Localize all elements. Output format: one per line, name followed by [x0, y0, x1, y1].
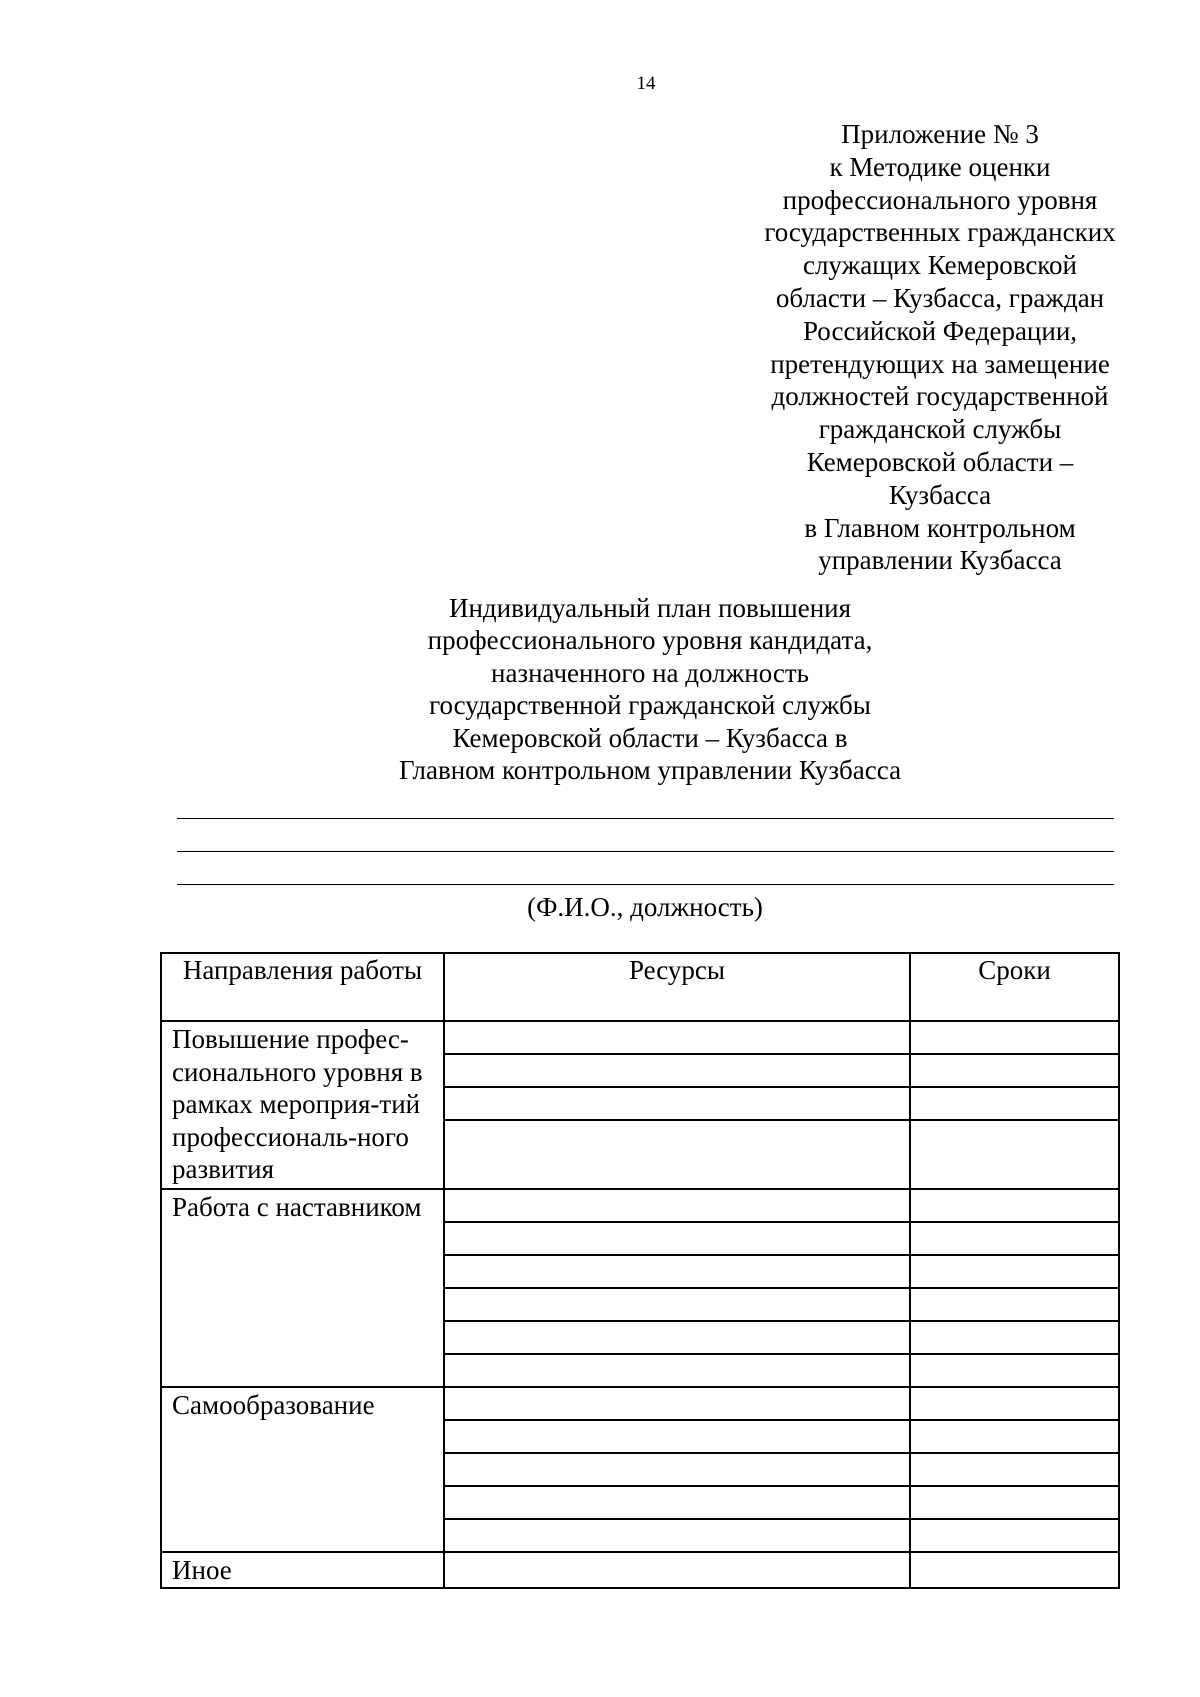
- deadline-cell[interactable]: [910, 1354, 1119, 1387]
- table-row: [161, 1189, 1119, 1222]
- appendix-line: Кемеровской области –: [806, 446, 1074, 477]
- fill-in-line[interactable]: [177, 818, 1114, 819]
- fill-in-line[interactable]: [177, 851, 1114, 852]
- resources-cell[interactable]: [444, 1453, 910, 1486]
- appendix-line: Кузбасса: [888, 479, 992, 510]
- deadline-cell[interactable]: [910, 1453, 1119, 1486]
- deadline-cell[interactable]: [910, 1054, 1119, 1087]
- plan-title-line: государственной гражданской службы: [429, 690, 871, 721]
- direction-cell-mentor: Работа с наставником: [161, 1189, 444, 1387]
- appendix-line: гражданской службы: [818, 414, 1062, 445]
- plan-title: [340, 592, 960, 786]
- appendix-line: управлении Кузбасса: [818, 545, 1062, 576]
- table-header-row: [161, 953, 1119, 1021]
- appendix-line: государственных гражданских: [764, 217, 1116, 248]
- deadline-cell[interactable]: [910, 1189, 1119, 1222]
- plan-title-line: Индивидуальный план повышения: [448, 593, 852, 623]
- deadline-cell[interactable]: [910, 1222, 1119, 1255]
- resources-cell[interactable]: [444, 1519, 910, 1552]
- fio-caption: (Ф.И.О., должность): [527, 892, 763, 922]
- appendix-line: профессионального уровня: [782, 184, 1098, 215]
- resources-cell[interactable]: [444, 1120, 910, 1189]
- resources-cell[interactable]: [444, 1321, 910, 1354]
- deadline-cell[interactable]: [910, 1021, 1119, 1054]
- resources-cell[interactable]: [444, 1387, 910, 1420]
- plan-title-line: профессионального уровня кандидата,: [427, 625, 873, 656]
- fill-in-line[interactable]: [177, 884, 1114, 885]
- deadline-cell[interactable]: [910, 1120, 1119, 1189]
- deadline-cell[interactable]: [910, 1387, 1119, 1420]
- deadline-cell[interactable]: [910, 1321, 1119, 1354]
- table-row: [161, 1552, 1119, 1588]
- direction-cell-professional-development: Повышение профес-сионального уровня в рамках мероприя-тий профессиональ-ного развития: [161, 1021, 444, 1189]
- column-header-deadlines: Сроки: [910, 953, 1119, 1021]
- resources-cell[interactable]: [444, 1486, 910, 1519]
- deadline-cell[interactable]: [910, 1552, 1119, 1588]
- plan-title-line: назначенного на должность: [491, 657, 809, 688]
- appendix-line: Приложение № 3: [841, 119, 1039, 149]
- resources-cell[interactable]: [444, 1189, 910, 1222]
- appendix-heading: [740, 118, 1140, 577]
- deadline-cell[interactable]: [910, 1486, 1119, 1519]
- appendix-line: служащих Кемеровской: [802, 250, 1078, 281]
- resources-cell[interactable]: [444, 1021, 910, 1054]
- column-header-direction: Направления работы: [161, 953, 444, 1021]
- plan-table: [160, 952, 1120, 1589]
- direction-cell-self-education: Самообразование: [161, 1387, 444, 1552]
- deadline-cell[interactable]: [910, 1288, 1119, 1321]
- resources-cell[interactable]: [444, 1087, 910, 1120]
- table-row: [161, 1021, 1119, 1054]
- appendix-line: Российской Федерации,: [802, 315, 1078, 346]
- resources-cell[interactable]: [444, 1054, 910, 1087]
- deadline-cell[interactable]: [910, 1420, 1119, 1453]
- plan-title-line: Главном контрольном управлении Кузбасса: [398, 755, 902, 786]
- resources-cell[interactable]: [444, 1288, 910, 1321]
- appendix-line: в Главном контрольном: [804, 512, 1076, 543]
- appendix-line: должностей государственной: [771, 381, 1109, 412]
- appendix-line: области – Кузбасса, граждан: [775, 282, 1105, 313]
- resources-cell[interactable]: [444, 1354, 910, 1387]
- deadline-cell[interactable]: [910, 1255, 1119, 1288]
- resources-cell[interactable]: [444, 1222, 910, 1255]
- resources-cell[interactable]: [444, 1255, 910, 1288]
- deadline-cell[interactable]: [910, 1087, 1119, 1120]
- plan-title-line: Кемеровской области – Кузбасса в: [452, 722, 848, 753]
- page-number: 14: [636, 73, 656, 94]
- table-row: [161, 1387, 1119, 1420]
- deadline-cell[interactable]: [910, 1519, 1119, 1552]
- appendix-line: претендующих на замещение: [770, 348, 1110, 379]
- column-header-resources: Ресурсы: [444, 953, 910, 1021]
- direction-cell-other: Иное: [161, 1552, 444, 1588]
- appendix-line: к Методике оценки: [829, 151, 1051, 182]
- resources-cell[interactable]: [444, 1420, 910, 1453]
- resources-cell[interactable]: [444, 1552, 910, 1588]
